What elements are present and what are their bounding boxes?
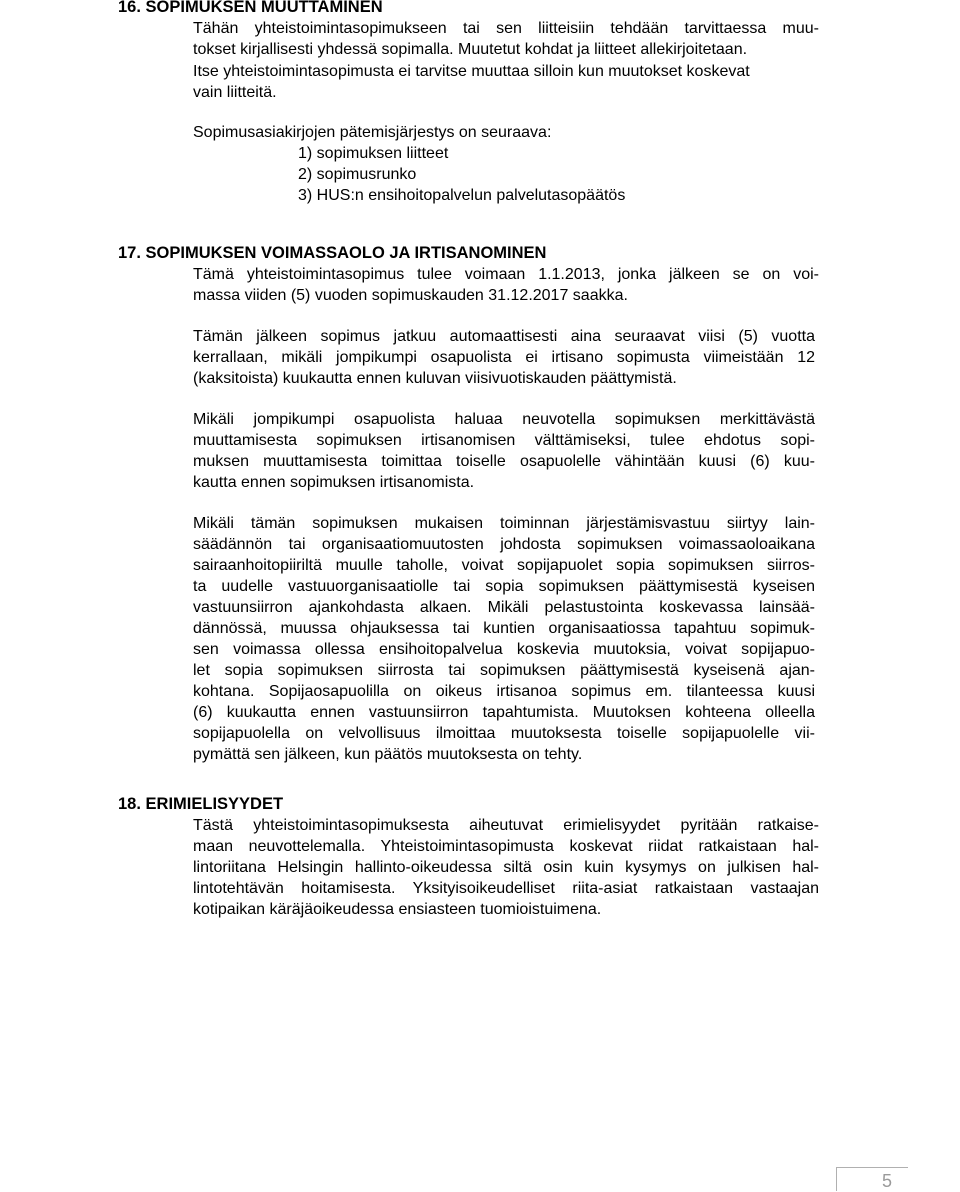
- precedence-list-item: 3) HUS:n ensihoitopalvelun palvelutasopäätös: [298, 187, 626, 204]
- section-16-text-line: vain liitteitä.: [193, 84, 277, 101]
- section-18-text-line: lintotehtävän hoitamisesta. Yksityisoikeudelliset riita-asiat ratkaistaan vastaajan: [193, 880, 819, 897]
- precedence-list-item: 1) sopimuksen liitteet: [298, 145, 449, 162]
- section-17-text-line: sairaanhoitopiiriltä muulle taholle, voivat sopijapuolet sopia sopimuksen siirros-: [193, 557, 815, 574]
- precedence-list-item: 2) sopimusrunko: [298, 166, 417, 183]
- section-17-text-line: (6) kuukautta ennen vastuunsiirron tapahtumista. Muutoksen kohteena olleella: [193, 704, 815, 721]
- section-17-text-line: säädännön tai organisaatiomuutosten johdosta sopimuksen voimassaoloaikana: [193, 536, 815, 553]
- section-17-text-line: muuttamisesta sopimuksen irtisanomisen välttämiseksi, tulee ehdotus sopi-: [193, 432, 815, 449]
- section-17-text-line: Tämän jälkeen sopimus jatkuu automaattisesti aina seuraavat viisi (5) vuotta: [193, 328, 815, 345]
- section-17-heading: 17. SOPIMUKSEN VOIMASSAOLO JA IRTISANOMINEN: [118, 244, 547, 262]
- section-18-text-line: maan neuvottelemalla. Yhteistoimintasopimusta koskevat riidat ratkaistaan hal-: [193, 838, 819, 855]
- page-number-box: [836, 1167, 908, 1191]
- section-17-text-line: sen voimassa ollessa ensihoitopalvelua koskevia muutoksia, voivat sopijapuo-: [193, 641, 815, 658]
- section-17-text-line: ta uudelle vastuuorganisaatiolle tai sopia sopimuksen päättymisestä kyseisen: [193, 578, 815, 595]
- section-17-text-line: (kaksitoista) kuukautta ennen kuluvan viisivuotiskauden päättymistä.: [193, 370, 677, 387]
- section-17-text-line: kerrallaan, mikäli jompikumpi osapuolista ei irtisano sopimusta viimeistään 12: [193, 349, 815, 366]
- section-18-heading: 18. ERIMIELISYYDET: [118, 795, 284, 813]
- section-17-text-line: Mikäli jompikumpi osapuolista haluaa neuvotella sopimuksen merkittävästä: [193, 411, 815, 428]
- section-17-text-line: Mikäli tämän sopimuksen mukaisen toiminnan järjestämisvastuu siirtyy lain-: [193, 515, 815, 532]
- precedence-intro: Sopimusasiakirjojen pätemisjärjestys on seuraava:: [193, 124, 552, 141]
- section-16-text-line: Tähän yhteistoimintasopimukseen tai sen liitteisiin tehdään tarvittaessa muu-: [193, 20, 819, 37]
- section-18-text-line: Tästä yhteistoimintasopimuksesta aiheutuvat erimielisyydet pyritään ratkaise-: [193, 817, 819, 834]
- section-18-text-line: kotipaikan käräjäoikeudessa ensiasteen tuomioistuimena.: [193, 901, 602, 918]
- section-18-text-line: lintoriitana Helsingin hallinto-oikeudessa siltä osin kuin kysymys on julkisen hal-: [193, 859, 819, 876]
- section-16-text-line: tokset kirjallisesti yhdessä sopimalla. Muutetut kohdat ja liitteet allekirjoitetaan.: [193, 41, 748, 58]
- section-17-text-line: kohtana. Sopijaosapuolilla on oikeus irtisanoa sopimus em. tilanteessa kuusi: [193, 683, 815, 700]
- page-number: 5: [881, 1171, 892, 1191]
- section-16-text-line: Itse yhteistoimintasopimusta ei tarvitse muuttaa silloin kun muutokset koskevat: [193, 63, 750, 80]
- section-17-text-line: Tämä yhteistoimintasopimus tulee voimaan 1.1.2013, jonka jälkeen se on voi-: [193, 266, 819, 283]
- section-17-text-line: sopijapuolella on velvollisuus ilmoittaa muutoksesta toiselle sopijapuolelle vii-: [193, 725, 815, 742]
- section-17-text-line: let sopia sopimuksen siirrosta tai sopimuksen päättymisestä kyseisenä ajan-: [193, 662, 815, 679]
- section-17-text-line: kautta ennen sopimuksen irtisanomista.: [193, 474, 475, 491]
- section-17-text-line: dännössä, muussa ohjauksessa tai kuntien organisaatiossa tapahtuu sopimuk-: [193, 620, 815, 637]
- section-17-text-line: massa viiden (5) vuoden sopimuskauden 31.12.2017 saakka.: [193, 287, 628, 304]
- section-17-text-line: vastuunsiirron ajankohdasta alkaen. Mikäli pelastustointa koskevassa lainsää-: [193, 599, 815, 616]
- section-17-text-line: pymättä sen jälkeen, kun päätös muutoksesta on tehty.: [193, 746, 583, 763]
- section-16-heading: 16. SOPIMUKSEN MUUTTAMINEN: [118, 0, 383, 16]
- section-17-text-line: muksen muuttamisesta toimittaa toiselle osapuolelle vähintään kuusi (6) kuu-: [193, 453, 815, 470]
